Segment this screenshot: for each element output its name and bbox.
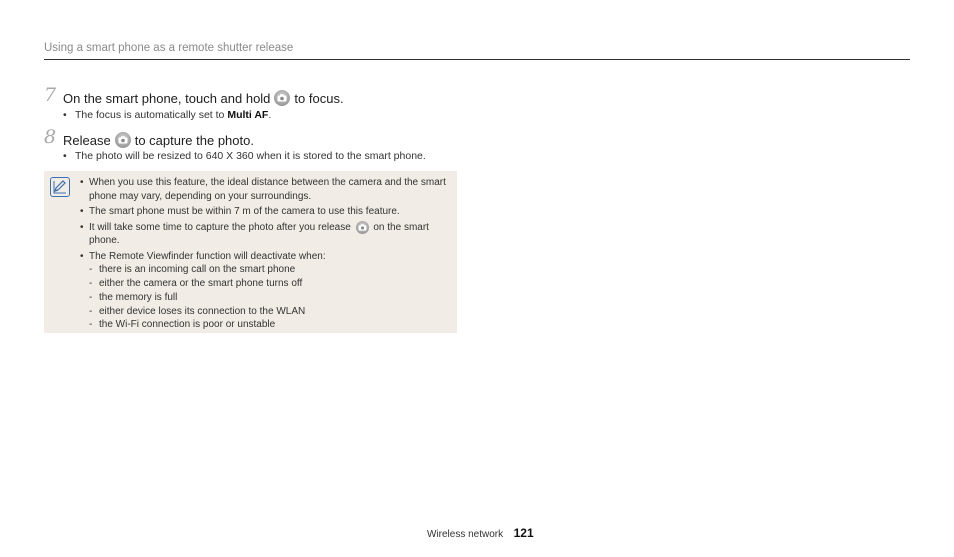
step-number: 8	[44, 126, 57, 148]
note-list	[80, 176, 452, 332]
step-text	[63, 90, 344, 106]
note-subitem: - the memory is full	[80, 291, 452, 305]
step-subnote: • The photo will be resized to 640 X 360 when it is stored to the smart phone.	[63, 150, 426, 162]
note-pencil-icon	[50, 177, 70, 197]
step-subnote: • The focus is automatically set to Multi AF.	[63, 109, 272, 121]
note-box	[44, 171, 457, 333]
step-text	[63, 132, 254, 148]
note-subitem: - there is an incoming call on the smart phone	[80, 263, 452, 277]
note-item: • It will take some time to capture the photo after you release on the smart phone.	[80, 221, 452, 248]
camera-shutter-icon	[356, 221, 369, 234]
camera-shutter-icon	[115, 132, 131, 148]
note-item: • When you use this feature, the ideal distance between the camera and the smart phone may vary, depending on your surroundings.	[80, 176, 452, 203]
header-divider	[44, 59, 910, 60]
note-subitem: - the Wi-Fi connection is poor or unstable	[80, 318, 452, 332]
page-number: 121	[513, 526, 534, 540]
step-text-after: to focus.	[294, 90, 344, 106]
step-text-after: to capture the photo.	[134, 132, 254, 148]
footer-section-label: Wireless network	[427, 529, 504, 540]
step-number: 7	[44, 84, 57, 106]
note-item: • The Remote Viewfinder function will deactivate when:	[80, 250, 452, 264]
page-header-title: Using a smart phone as a remote shutter release	[44, 42, 294, 54]
note-item: • The smart phone must be within 7 m of the camera to use this feature.	[80, 205, 452, 219]
step-text-before: On the smart phone, touch and hold	[63, 90, 271, 106]
page-footer	[427, 524, 534, 542]
camera-focus-icon	[274, 90, 290, 106]
step-text-before: Release	[63, 132, 111, 148]
focus-mode-value: Multi AF	[227, 109, 269, 121]
note-subitem: - either the camera or the smart phone turns off	[80, 277, 452, 291]
note-subitem: - either device loses its connection to the WLAN	[80, 305, 452, 319]
